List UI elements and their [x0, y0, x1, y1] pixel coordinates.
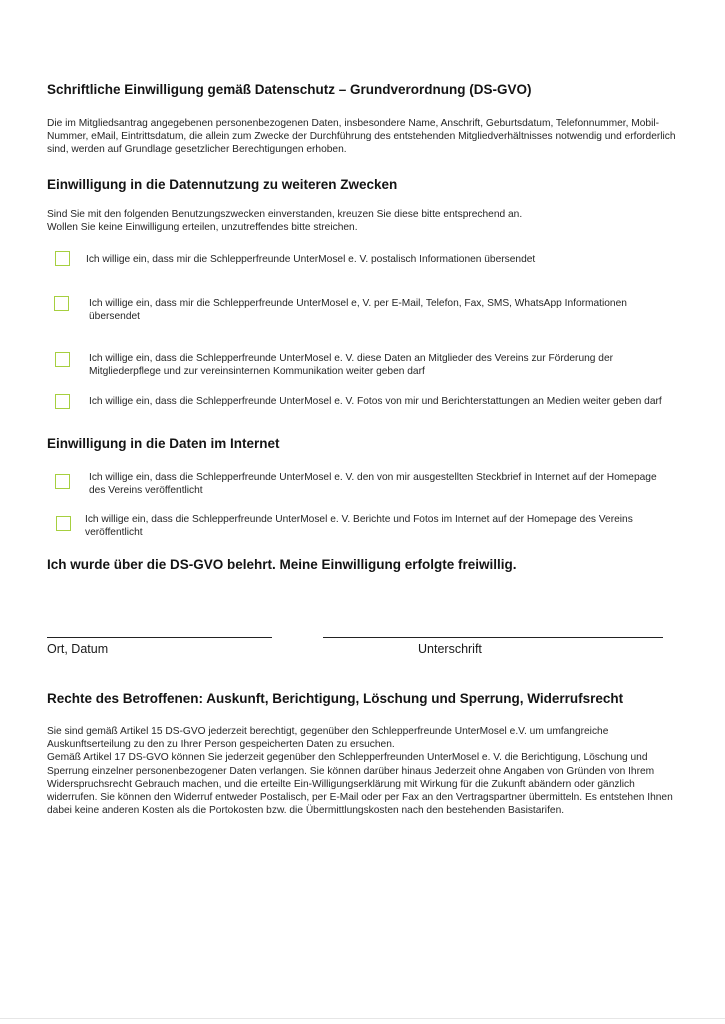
checkbox-share-members[interactable] [55, 352, 70, 367]
option-label-profile-internet: Ich willige ein, dass die Schlepperfreunde UnterMosel e. V. den von mir ausgestellten Steckbrief in Internet auf der Homepage des Vereins veröffentlicht [89, 472, 657, 496]
option-label-share-members: Ich willige ein, dass die Schlepperfreunde UnterMosel e. V. diese Daten an Mitglieder des Vereins zur Förderung der Mitgliederpflege und zur vereinsinternen Kommunikation weiter geben darf [89, 353, 614, 377]
place-date-line[interactable] [47, 637, 272, 638]
rights-paragraph-2: Gemäß Artikel 17 DS-GVO können Sie jederzeit gegenüber den Schlepperfreunden UnterMosel e. V. die Berichtigung, Löschung und Sperrung einzelner personenbezogener Daten verlangen. Sie können darüber hinaus Jederzeit ohne Angaben von Gründen von Ihrem Widerspruchsrecht Gebrauch machen, und die erteilte Ein-Willigungserklärung mit Wirkung für die Zukunft abändern oder gänzlich widerrufen. Sie können den Widerruf entweder Postalisch, per E-Mail oder per Fax an den Vertragspartner übermitteln. Es entstehen Ihnen dabei keine anderen Kosten als die Portokosten bzw. die Übermittlungskosten nach den bestehenden Basistarifen. [47, 752, 673, 817]
closing-statement: Ich wurde über die DS-GVO belehrt. Meine Einwilligung erfolgte freiwillig. [47, 557, 517, 572]
place-date-label: Ort, Datum [47, 642, 109, 656]
section-heading-further-use: Einwilligung in die Datennutzung zu weiteren Zwecken [47, 177, 398, 192]
option-label-postal-info: Ich willige ein, dass mir die Schlepperfreunde UnterMosel e. V. postalisch Informationen übersendet [86, 254, 536, 265]
instructions [47, 208, 687, 234]
checkbox-postal-info[interactable] [55, 251, 70, 266]
checkbox-photos-media[interactable] [55, 394, 70, 409]
option-label-photos-media: Ich willige ein, dass die Schlepperfreunde UnterMosel e. V. Fotos von mir und Berichterstattungen an Medien weiter geben darf [89, 396, 662, 407]
checkbox-profile-internet[interactable] [55, 474, 70, 489]
signature-label: Unterschrift [418, 642, 482, 656]
section-heading-internet: Einwilligung in die Daten im Internet [47, 436, 280, 451]
option-label-reports-internet: Ich willige ein, dass die Schlepperfreunde UnterMosel e. V. Berichte und Fotos im Internet auf der Homepage des Vereins veröffentlicht [85, 514, 633, 538]
intro-paragraph: Die im Mitgliedsantrag angegebenen personenbezogenen Daten, insbesondere Name, Anschrift, Geburtsdatum, Telefonnummer, Mobil-Nummer, eMail, Eintrittsdatum, die allein zum Zwecke der Durchführung des entstehenden Mitgliedverhältnisses notwendig und erforderlich sind, werden auf Grundlage gesetzlicher Berechtigungen erhoben. [47, 118, 676, 155]
page-bottom-edge [0, 1018, 725, 1019]
option-label-electronic-info: Ich willige ein, dass mir die Schlepperfreunde UnterMosel e, V. per E-Mail, Telefon, Fax, SMS, WhatsApp Informationen übersendet [89, 298, 627, 322]
rights-text [47, 725, 687, 817]
instruction-line-2: Wollen Sie keine Einwilligung erteilen, unzutreffendes bitte streichen. [47, 222, 358, 233]
instruction-line-1: Sind Sie mit den folgenden Benutzungszwecken einverstanden, kreuzen Sie diese bitte entsprechend an. [47, 209, 523, 220]
signature-line[interactable] [323, 637, 663, 638]
rights-paragraph-1: Sie sind gemäß Artikel 15 DS-GVO jederzeit berechtigt, gegenüber den Schlepperfreunde UnterMosel e.V. um umfangreiche Auskunftserteilung zu den zu Ihrer Person gespeicherten Daten zu ersuchen. [47, 726, 609, 751]
rights-heading: Rechte des Betroffenen: Auskunft, Berichtigung, Löschung und Sperrung, Widerrufsrecht [47, 691, 624, 706]
checkbox-reports-internet[interactable] [56, 516, 71, 531]
checkbox-electronic-info[interactable] [54, 296, 69, 311]
document-title: Schriftliche Einwilligung gemäß Datenschutz – Grundverordnung (DS-GVO) [47, 82, 532, 97]
